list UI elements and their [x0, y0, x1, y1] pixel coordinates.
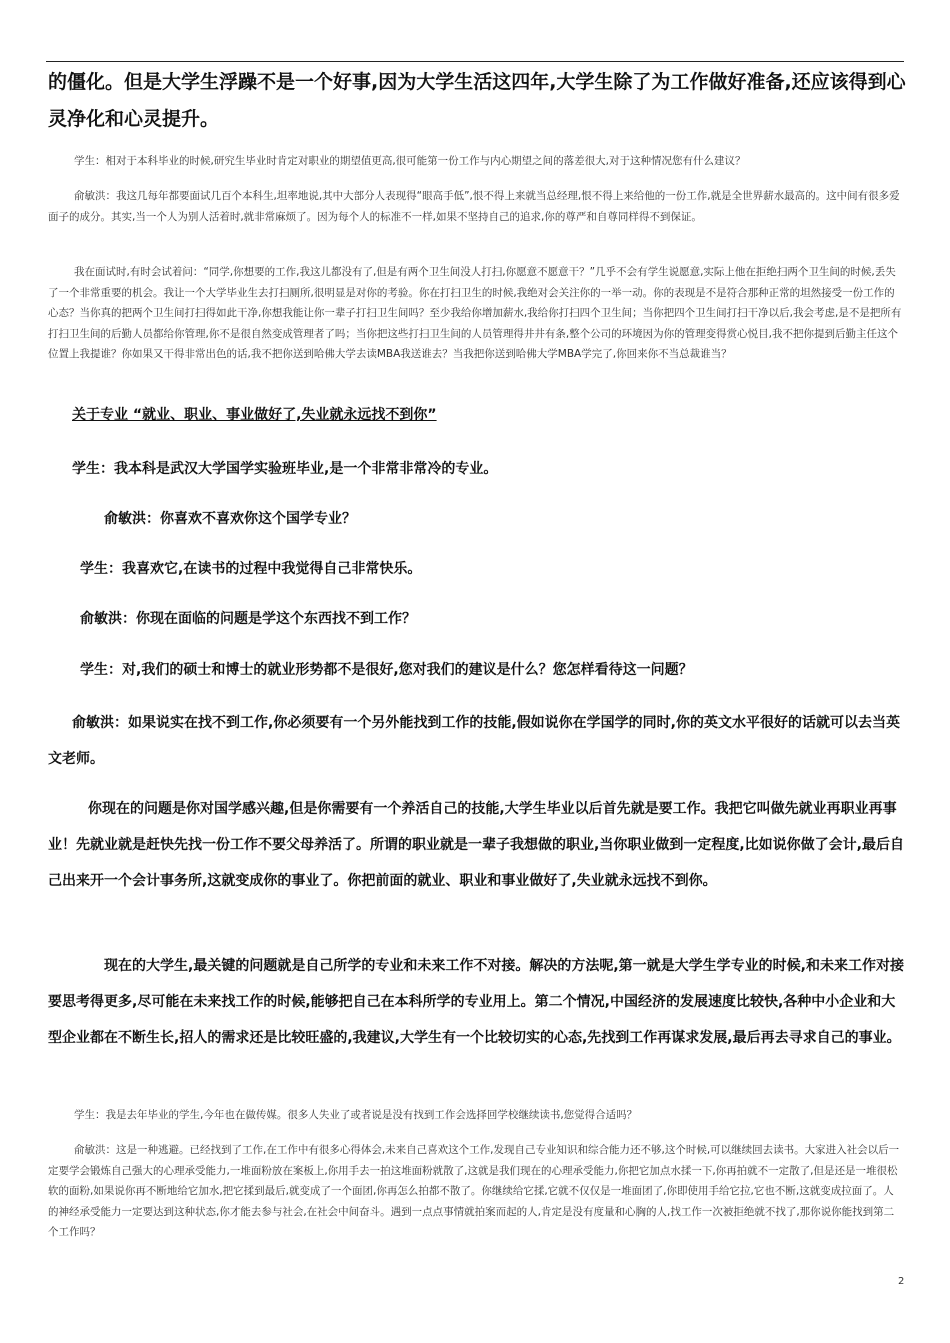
dialog-line-4: 俞敏洪：你现在面临的问题是学这个东西找不到工作？ — [80, 611, 416, 627]
dialog-line-5: 学生：对,我们的硕士和博士的就业形势都不是很好,您对我们的建议是什么？您怎样看待这一问题？ — [80, 662, 693, 678]
dialog-line-2: 俞敏洪：你喜欢不喜欢你这个国学专业？ — [104, 511, 356, 527]
student-question-1: 学生：相对于本科毕业的时候,研究生毕业时肯定对职业的期望值更高,很可能第一份工作与内心期望之间的落差很大,对于这种情况您有什么建议？ — [74, 155, 746, 167]
dialog-line-3: 学生：我喜欢它,在读书的过程中我觉得自己非常快乐。 — [80, 561, 422, 577]
yu-answer-4: 你现在的问题是你对国学感兴趣,但是你需要有一个养活自己的技能,大学生毕业以后首先就是要工作。我把它叫做先就业再职业再事业！先就业就是赶快先找一份工作不要父母养活了。所谓的职业就是一辈子我想做的职业,当你职业做到一定程度,比如说你做了会计,最后自己出来开一个会计事务所,这就变成你的事业了。你把前面的就业、职业和事业做好了,失业就永远找不到你。 — [48, 801, 904, 889]
yu-answer-5: 现在的大学生,最关键的问题就是自己所学的专业和未来工作不对接。解决的方法呢,第一就是大学生学专业的时候,和未来工作对接要思考得更多,尽可能在未来找工作的时候,能够把自己在本科所学的专业用上。第二个情况,中国经济的发展速度比较快,各种中小企业和大型企业都在不断生长,招人的需求还是比较旺盛的,我建议,大学生有一个比较切实的心态,先找到工作再谋求发展,最后再去寻求自己的事业。 — [48, 958, 904, 1046]
top-paragraph: 的僵化。但是大学生浮躁不是一个好事,因为大学生活这四年,大学生除了为工作做好准备,还应该得到心灵净化和心灵提升。 — [48, 71, 906, 130]
top-rule — [46, 61, 904, 62]
dialog-line-1: 学生：我本科是武汉大学国学实验班毕业,是一个非常非常冷的专业。 — [72, 461, 498, 477]
yu-answer-6: 俞敏洪：这是一种逃避。已经找到了工作,在工作中有很多心得体会,未来自己喜欢这个工作,发现自己专业知识和综合能力还不够,这个时候,可以继续回去读书。大家进入社会以后一定要学会锻炼自己强大的心理承受能力,一堆面粉放在案板上,你用手去一拍这堆面粉就散了,这就是我们现在的心理承受能力,你把它加点水揉一下,你再拍就不一定散了,但是还是一堆很松软的面粉,如果说你再不断地给它加水,把它揉到最后,就变成了一个面团,你再怎么拍都不散了。你继续给它揉,它就不仅仅是一堆面团了,你即使用手给它拉,它也不断,这就变成拉面了。人的神经承受能力一定要达到这种状态,你才能去参与社会,在社会中间奋斗。遇到一点点事情就拍案而起的人,肯定是没有度量和心胸的人,找工作一次被拒绝就不找了,那你说你能找到第二个工作吗？ — [48, 1144, 900, 1238]
student-question-2: 学生：我是去年毕业的学生,今年也在做传媒。很多人失业了或者说是没有找到工作会选择回学校继续读书,您觉得合适吗？ — [74, 1109, 638, 1121]
page-number: 2 — [898, 1276, 905, 1287]
yu-answer-2: 我在面试时,有时会试着问：“同学,你想要的工作,我这儿都没有了,但是有两个卫生间没人打扫,你愿意不愿意干？”几乎不会有学生说愿意,实际上他在拒绝扫两个卫生间的时候,丢失了一个非常重要的机会。我让一个大学毕业生去打扫厕所,很明显是对你的考验。你在打扫卫生的时候,我绝对会关注你的一举一动。你的表现是不是符合那种正常的坦然接受一份工作的心态？当你真的把两个卫生间打扫得如此干净,你想我能让你一辈子打扫卫生间吗？至少我给你增加薪水,我给你打扫四个卫生间；当你把四个卫生间打扫干净以后,我会考虑,是不是把所有打扫卫生间的后勤人员都给你管理,你不是很自然变成管理者了吗；当你把这些打扫卫生间的人员管理得井井有条,整个公司的环境因为你的管理变得赏心悦目,我不把你提到后勤主任这个位置上我提谁？你如果又干得非常出色的话,我不把你送到哈佛大学去读MBA我送谁去？当我把你送到哈佛大学MBA学完了,你回来你不当总裁谁当？ — [48, 266, 902, 360]
yu-answer-1: 俞敏洪：我这几每年都要面试几百个本科生,坦率地说,其中大部分人表现得“眼高手低”,恨不得上来就当总经理,恨不得上来给他的一份工作,就是全世界薪水最高的。这中间有很多爱面子的成分。其实,当一个人为别人活着时,就非常麻烦了。因为每个人的标准不一样,如果不坚持自己的追求,你的尊严和自尊同样得不到保证。 — [48, 190, 900, 223]
yu-answer-3: 俞敏洪：如果说实在找不到工作,你必须要有一个另外能找到工作的技能,假如说你在学国学的同时,你的英文水平很好的话就可以去当英文老师。 — [48, 715, 900, 767]
section-heading: 关于专业 “就业、职业、事业做好了,失业就永远找不到你” — [72, 407, 437, 423]
